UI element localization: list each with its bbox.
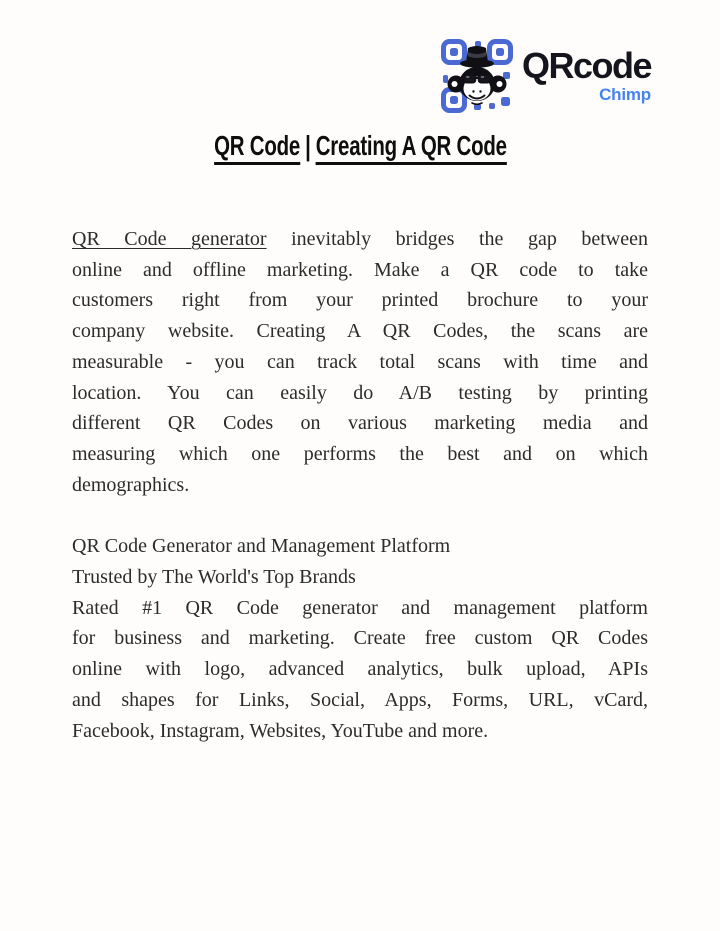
text-line: location. You can easily do A/B testing by printing: [72, 381, 648, 404]
text-line: Trusted by The World's Top Brands: [72, 566, 356, 589]
text-line-rest: inevitably bridges the gap between: [266, 228, 648, 250]
text-line: QR Code Generator and Management Platform: [72, 535, 451, 558]
qrcode-chimp-logo: [441, 39, 651, 113]
document-body: [72, 224, 648, 746]
text-line: online with logo, advanced analytics, bulk upload, APIs: [72, 658, 648, 681]
text-line: demographics.: [72, 473, 190, 496]
text-line: online and offline marketing. Make a QR code to take: [72, 258, 648, 281]
page-title-inner: [214, 130, 507, 161]
text-line: [72, 224, 648, 255]
page-title-separator: |: [304, 130, 311, 161]
text-line: measurable - you can track total scans with time and: [72, 350, 648, 373]
logo-sub-brand-text: Chimp: [599, 85, 651, 104]
logo-wordmark: [522, 39, 651, 103]
text-line: Rated #1 QR Code generator and management platform: [72, 596, 648, 619]
page-title-part1: QR Code: [214, 130, 300, 165]
text-line: company website. Creating A QR Codes, the scans are: [72, 320, 648, 343]
page-title-part2: Creating A QR Code: [315, 130, 506, 165]
page-title: [0, 126, 720, 163]
text-line: Facebook, Instagram, Websites, YouTube and more.: [72, 719, 489, 742]
text-line: different QR Codes on various marketing media and: [72, 412, 648, 435]
intro-paragraph: [72, 224, 648, 500]
text-line: customers right from your printed brochure to your: [72, 289, 648, 312]
text-line: and shapes for Links, Social, Apps, Forms, URL, vCard,: [72, 688, 648, 711]
qr-code-chimp-icon-svg: [441, 39, 513, 113]
qr-code-chimp-icon: [441, 39, 513, 113]
text-line: measuring which one performs the best and on which: [72, 442, 648, 465]
platform-paragraph: [72, 531, 648, 746]
text-line: for business and marketing. Create free custom QR Codes: [72, 627, 648, 650]
qr-code-generator-link[interactable]: QR Code generator: [72, 228, 267, 250]
logo-brand-text: QRcode: [521, 45, 651, 86]
